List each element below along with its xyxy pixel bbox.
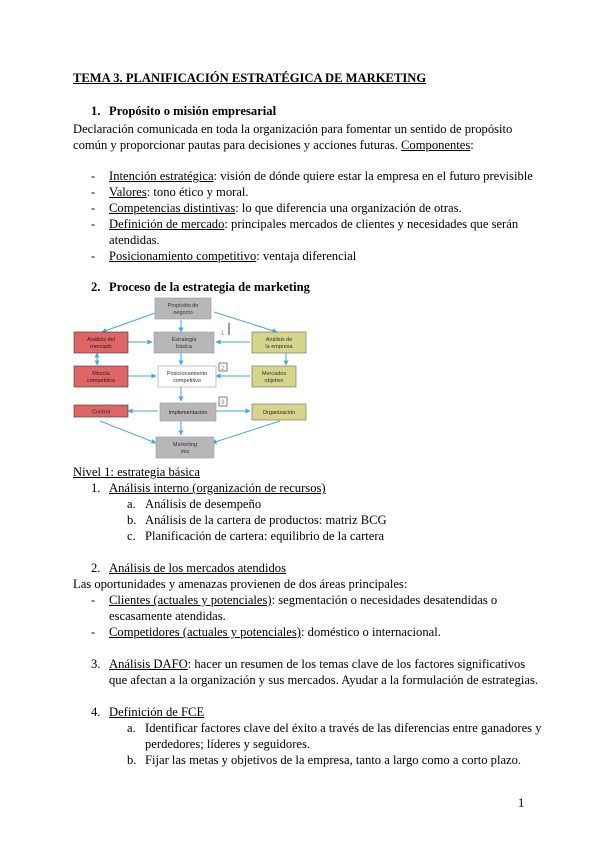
sub-item: Identificar factores clave del éxito a través de las diferencias entre ganadores y [145,721,542,735]
step-marker: 3 [221,400,225,406]
nivel-1-heading: Nivel 1: estrategia básica [73,465,200,479]
bullet-dash: - [91,593,96,607]
component-item: Posicionamiento competitivo: ventaja diferencial [109,249,357,263]
sub-item: Fijar las metas y objetivos de la empresa, tanto a largo como a corto plazo. [145,753,522,767]
box-label: competitivo [173,378,201,384]
sub-item-continuation: perdedores; líderes y seguidores. [145,737,311,751]
sub-label: b. [127,753,137,767]
component-item: Intención estratégica: visión de dónde quiere estar la empresa en el futuro previsible [109,169,533,183]
bullet-dash: - [91,217,96,231]
component-item-continuation: atendidas. [109,233,160,247]
bullet-dash: - [91,185,96,199]
arrow [100,421,156,443]
box-label: Análisis del [87,337,115,343]
list-number: 4. [91,705,101,719]
list-title: Análisis de los mercados atendidos [109,561,286,575]
arrow [102,312,158,332]
sub-item: Planificación de cartera: equilibrio de la cartera [145,529,385,543]
list-number: 3. [91,657,101,671]
box-label: básica [176,344,192,350]
list-item-continuation: escasamente atendidas. [109,609,226,623]
box-label: Propósito de [167,303,199,309]
list-item: Competidores (actuales y potenciales): doméstico o internacional. [109,625,441,639]
box-label: Análisis de [265,337,293,343]
box-label: Marketing [172,442,198,448]
sub-label: c. [127,529,136,543]
list-item-continuation: que afectan a la organización y sus mercados. Ayudar a la formulación de estrategias. [109,673,539,687]
section-1-heading: Propósito o misión empresarial [109,104,277,118]
section-1-number: 1. [91,104,101,118]
box-label: objetivo [264,378,284,384]
arrow [212,421,280,443]
strategy-process-diagram [72,296,322,460]
box-label: Mezcla [92,371,110,377]
sub-item: Análisis de desempeño [145,497,262,511]
box-label: mix [180,449,190,455]
box-label: negocio [173,310,193,316]
sub-item: Análisis de la cartera de productos: matriz BCG [145,513,387,527]
sub-label: b. [127,513,137,527]
page-title: TEMA 3. PLANIFICACIÓN ESTRATÉGICA DE MARKETING [73,71,427,85]
bullet-dash: - [91,169,96,183]
step-marker: 1 [221,331,225,337]
sub-label: a. [127,497,136,511]
section-1-description-line-1: Declaración comunicada en toda la organización para fomentar un sentido de propósito [73,122,513,136]
bullet-dash: - [91,625,96,639]
section-1-description-line-2: común y proporcionar pautas para decisiones y acciones futuras. Componentes: [73,138,474,152]
bullet-dash: - [91,249,96,263]
box-label: Implementación [168,410,208,416]
box-label: mercado [90,344,112,350]
bullet-dash: - [91,201,96,215]
list-title: Análisis interno (organización de recursos) [109,481,326,495]
list-title: Definición de FCE [109,705,205,719]
section-2-number: 2. [91,280,101,294]
component-item: Definición de mercado: principales mercados de clientes y necesidades que serán [109,217,519,231]
box-label: competitiva [87,378,115,384]
section-2-heading: Proceso de la estrategia de marketing [109,280,310,294]
componentes-link-text: Componentes [401,138,471,152]
box-label: la empresa [265,344,293,350]
box-label: Estrategia [171,337,197,343]
box-label: Mercados [261,371,287,377]
box-label: Organización [262,410,296,416]
list-item: Clientes (actuales y potenciales): segmentación o necesidades desatendidas o [109,593,498,607]
sub-label: a. [127,721,136,735]
arrow [214,312,277,332]
component-item: Valores: tono ético y moral. [109,185,249,199]
paragraph: Las oportunidades y amenazas provienen de dos áreas principales: [73,577,408,591]
list-number: 2. [91,561,101,575]
box-label: Posicionamiento [166,371,208,377]
step-marker: 2 [221,366,225,372]
component-item: Competencias distintivas: lo que diferencia una organización de otras. [109,201,462,215]
page-number: 1 [518,796,525,810]
list-item: Análisis DAFO: hacer un resumen de los temas clave de los factores significativos [109,657,526,671]
box-label: Control [92,409,110,416]
list-number: 1. [91,481,101,495]
